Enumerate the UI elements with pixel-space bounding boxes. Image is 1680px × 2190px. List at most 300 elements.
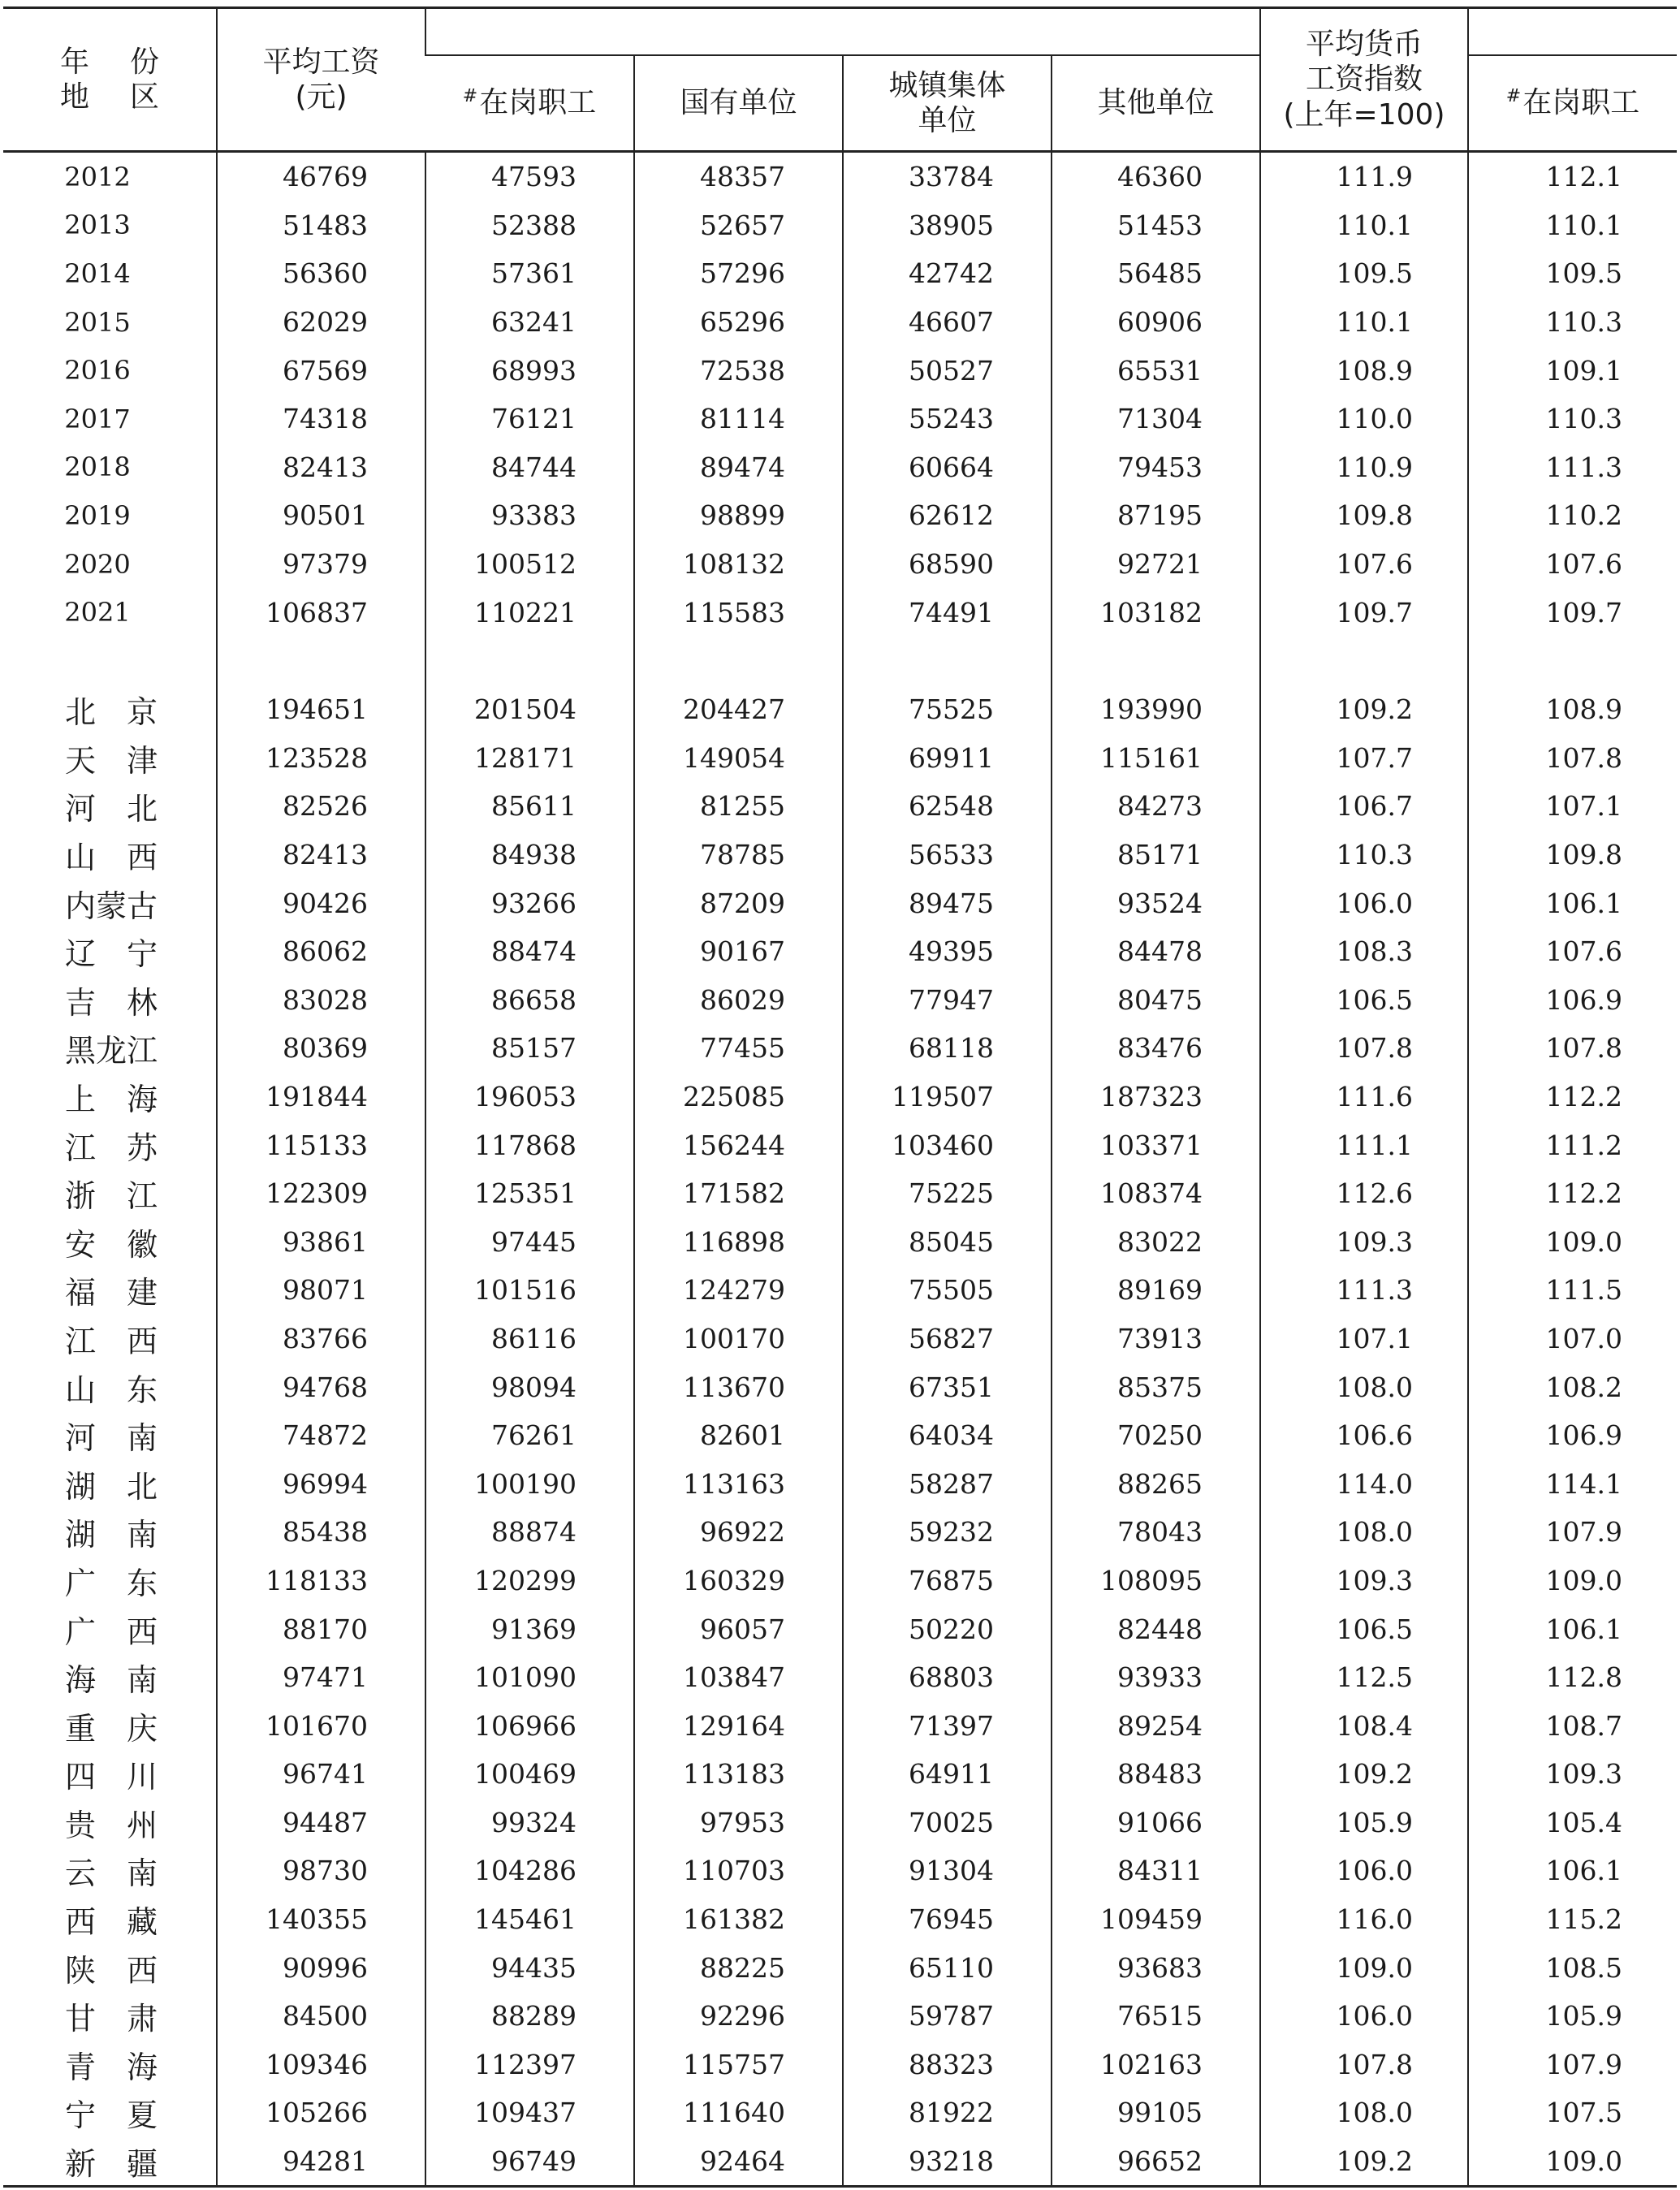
other-units-cell: 92721 xyxy=(1052,540,1260,589)
onpost-index-cell: 107.6 xyxy=(1468,540,1677,589)
onpost-index-cell: 107.5 xyxy=(1468,2088,1677,2137)
onpost-index-cell: 112.1 xyxy=(1468,152,1677,201)
urban-collective-cell: 62612 xyxy=(843,491,1052,540)
onpost-index-cell: 107.1 xyxy=(1468,782,1677,831)
onpost-wage-cell: 76261 xyxy=(425,1411,634,1460)
avg-wage-cell: 90996 xyxy=(217,1943,425,1992)
onpost-index-cell: 109.1 xyxy=(1468,346,1677,395)
wage-index-cell: 108.0 xyxy=(1260,1508,1468,1557)
onpost-index-cell: 105.9 xyxy=(1468,1992,1677,2041)
other-units-cell: 46360 xyxy=(1052,152,1260,201)
onpost-index-cell: 108.7 xyxy=(1468,1701,1677,1750)
region-label: 浙 江 xyxy=(65,1178,158,1215)
avg-wage-cell: 194651 xyxy=(217,685,425,734)
state-owned-cell: 92296 xyxy=(634,1992,843,2041)
region-row xyxy=(3,1847,1677,1895)
region-label: 西 藏 xyxy=(65,1904,158,1941)
other-units-cell: 89169 xyxy=(1052,1266,1260,1315)
urban-collective-cell: 75525 xyxy=(843,685,1052,734)
state-owned-cell: 161382 xyxy=(634,1895,843,1944)
region-row xyxy=(3,1895,1677,1944)
state-owned-cell: 108132 xyxy=(634,540,843,589)
onpost-wage-cell: 84938 xyxy=(425,831,634,879)
urban-collective-cell: 88323 xyxy=(843,2041,1052,2089)
region-label: 四 川 xyxy=(65,1759,158,1795)
state-owned-cell: 96057 xyxy=(634,1605,843,1653)
region-row xyxy=(3,1073,1677,1121)
region-label: 陕 西 xyxy=(65,1952,158,1989)
onpost-wage-cell: 96749 xyxy=(425,2137,634,2187)
state-owned-cell: 225085 xyxy=(634,1073,843,1121)
urban-collective-cell: 42742 xyxy=(843,249,1052,298)
avg-wage-breakdown-spacer xyxy=(425,8,1260,56)
wage-index-cell: 106.0 xyxy=(1260,1992,1468,2041)
wage-index-cell: 107.6 xyxy=(1260,540,1468,589)
urban-collective-cell: 38905 xyxy=(843,201,1052,250)
onpost-index-cell: 109.3 xyxy=(1468,1750,1677,1799)
wage-index-cell: 110.9 xyxy=(1260,443,1468,492)
state-owned-cell: 98899 xyxy=(634,491,843,540)
region-label: 湖 北 xyxy=(65,1468,158,1505)
onpost-wage-cell: 101516 xyxy=(425,1266,634,1315)
other-units-cell: 115161 xyxy=(1052,734,1260,783)
onpost-wage-cell: 100512 xyxy=(425,540,634,589)
urban-collective-cell: 33784 xyxy=(843,152,1052,201)
urban-collective-cell: 46607 xyxy=(843,298,1052,347)
avg-wage-cell: 86062 xyxy=(217,927,425,976)
wage-index-cell: 108.4 xyxy=(1260,1701,1468,1750)
section-gap-row xyxy=(3,637,1677,685)
region-label: 甘 肃 xyxy=(65,2001,158,2037)
state-owned-cell: 129164 xyxy=(634,1701,843,1750)
onpost-wage-cell: 52388 xyxy=(425,201,634,250)
wage-index-cell: 110.3 xyxy=(1260,831,1468,879)
avg-wage-header: 平均工资 (元) xyxy=(217,8,425,152)
onpost-wage-cell: 93266 xyxy=(425,879,634,927)
gap-cell xyxy=(1052,637,1260,685)
wage-index-cell: 116.0 xyxy=(1260,1895,1468,1944)
onpost-index-cell: 107.9 xyxy=(1468,2041,1677,2089)
onpost-index-cell: 112.2 xyxy=(1468,1169,1677,1218)
year-row xyxy=(3,395,1677,443)
onpost-wage-cell: 117868 xyxy=(425,1121,634,1169)
onpost-index-cell: 109.0 xyxy=(1468,1217,1677,1266)
region-row xyxy=(3,2137,1677,2187)
urban-collective-cell: 71397 xyxy=(843,1701,1052,1750)
region-row xyxy=(3,2088,1677,2137)
wage-index-cell: 109.2 xyxy=(1260,2137,1468,2187)
onpost-wage-cell: 128171 xyxy=(425,734,634,783)
urban-collective-cell: 59787 xyxy=(843,1992,1052,2041)
region-label: 青 海 xyxy=(65,2049,158,2085)
onpost-wage-cell: 85157 xyxy=(425,1024,634,1073)
onpost-wage-cell: 63241 xyxy=(425,298,634,347)
avg-wage-cell: 80369 xyxy=(217,1024,425,1073)
onpost-index-cell: 112.2 xyxy=(1468,1073,1677,1121)
onpost-index-cell: 111.5 xyxy=(1468,1266,1677,1315)
region-label: 黑龙江 xyxy=(65,1033,158,1069)
wage-index-cell: 109.2 xyxy=(1260,685,1468,734)
avg-wage-cell: 82413 xyxy=(217,831,425,879)
table-header xyxy=(3,8,1677,152)
wage-index-cell: 106.6 xyxy=(1260,1411,1468,1460)
wage-index-cell: 106.0 xyxy=(1260,1847,1468,1895)
urban-collective-cell: 75505 xyxy=(843,1266,1052,1315)
year-label: 2013 xyxy=(64,209,131,241)
region-label: 贵 州 xyxy=(65,1807,158,1843)
region-row xyxy=(3,927,1677,976)
state-owned-cell: 110703 xyxy=(634,1847,843,1895)
wage-index-cell: 109.8 xyxy=(1260,491,1468,540)
other-units-cell: 109459 xyxy=(1052,1895,1260,1944)
onpost-index-cell: 107.8 xyxy=(1468,734,1677,783)
other-units-cell: 89254 xyxy=(1052,1701,1260,1750)
state-owned-cell: 115583 xyxy=(634,588,843,637)
state-owned-cell: 103847 xyxy=(634,1653,843,1702)
urban-collective-cell: 50527 xyxy=(843,346,1052,395)
state-owned-cell: 149054 xyxy=(634,734,843,783)
avg-wage-cell: 105266 xyxy=(217,2088,425,2137)
state-owned-cell: 81114 xyxy=(634,395,843,443)
onpost-index-cell: 107.6 xyxy=(1468,927,1677,976)
other-units-cell: 85375 xyxy=(1052,1363,1260,1411)
avg-wage-cell: 97379 xyxy=(217,540,425,589)
other-units-cell: 84478 xyxy=(1052,927,1260,976)
onpost-index-cell: 110.3 xyxy=(1468,395,1677,443)
urban-collective-cell: 59232 xyxy=(843,1508,1052,1557)
region-row xyxy=(3,2041,1677,2089)
region-row xyxy=(3,1605,1677,1653)
gap-cell xyxy=(3,637,217,685)
state-owned-cell: 204427 xyxy=(634,685,843,734)
onpost-index-cell: 106.1 xyxy=(1468,879,1677,927)
avg-wage-cell: 56360 xyxy=(217,249,425,298)
other-units-cell: 83476 xyxy=(1052,1024,1260,1073)
wage-index-cell: 110.1 xyxy=(1260,298,1468,347)
urban-collective-cell: 65110 xyxy=(843,1943,1052,1992)
avg-wage-cell: 85438 xyxy=(217,1508,425,1557)
region-label: 江 苏 xyxy=(65,1130,158,1166)
other-units-cell: 103182 xyxy=(1052,588,1260,637)
onpost-wage-cell: 91369 xyxy=(425,1605,634,1653)
urban-collective-cell: 76875 xyxy=(843,1557,1052,1605)
other-units-cell: 87195 xyxy=(1052,491,1260,540)
region-label: 新 疆 xyxy=(3,2137,217,2187)
gap-cell xyxy=(843,637,1052,685)
urban-collective-cell: 69911 xyxy=(843,734,1052,783)
year-region-header: 年 份 地 区 xyxy=(60,45,159,114)
urban-collective-cell: 81922 xyxy=(843,2088,1052,2137)
other-units-cell: 78043 xyxy=(1052,1508,1260,1557)
state-owned-cell: 115757 xyxy=(634,2041,843,2089)
other-units-cell: 79453 xyxy=(1052,443,1260,492)
wage-index-cell: 112.6 xyxy=(1260,1169,1468,1218)
avg-wage-cell: 74872 xyxy=(217,1411,425,1460)
region-row xyxy=(3,1266,1677,1315)
onpost-index-cell: 114.1 xyxy=(1468,1459,1677,1508)
urban-collective-cell: 119507 xyxy=(843,1073,1052,1121)
urban-collective-cell: 55243 xyxy=(843,395,1052,443)
onpost-wage-cell: 93383 xyxy=(425,491,634,540)
region-row xyxy=(3,1992,1677,2041)
region-label: 河 北 xyxy=(65,791,158,827)
state-owned-header: 国有单位 xyxy=(634,55,843,152)
wage-index-cell: 108.3 xyxy=(1260,927,1468,976)
wage-index-cell: 114.0 xyxy=(1260,1459,1468,1508)
state-owned-cell: 124279 xyxy=(634,1266,843,1315)
urban-collective-cell: 77947 xyxy=(843,976,1052,1025)
wage-index-cell: 106.5 xyxy=(1260,976,1468,1025)
avg-wage-cell: 94487 xyxy=(217,1799,425,1847)
region-row xyxy=(3,976,1677,1025)
onpost-wage-cell: 99324 xyxy=(425,1799,634,1847)
year-label: 2020 xyxy=(64,548,131,580)
urban-collective-cell: 50220 xyxy=(843,1605,1052,1653)
urban-collective-header: 城镇集体 单位 xyxy=(843,55,1052,152)
state-owned-cell: 116898 xyxy=(634,1217,843,1266)
avg-wage-cell: 67569 xyxy=(217,346,425,395)
avg-wage-cell: 82526 xyxy=(217,782,425,831)
wage-index-cell: 111.1 xyxy=(1260,1121,1468,1169)
wage-index-cell: 106.5 xyxy=(1260,1605,1468,1653)
wage-index-cell: 109.5 xyxy=(1260,249,1468,298)
state-owned-cell: 89474 xyxy=(634,443,843,492)
other-units-cell: 85171 xyxy=(1052,831,1260,879)
year-label: 2021 xyxy=(64,597,131,628)
wage-index-cell: 108.9 xyxy=(1260,346,1468,395)
state-owned-cell: 160329 xyxy=(634,1557,843,1605)
region-label: 宁 夏 xyxy=(65,2097,158,2134)
onpost-index-cell: 106.9 xyxy=(1468,1411,1677,1460)
wage-index-cell: 109.7 xyxy=(1260,588,1468,637)
region-row xyxy=(3,1459,1677,1508)
year-label: 2017 xyxy=(64,403,131,434)
region-row xyxy=(3,1557,1677,1605)
urban-collective-cell: 68803 xyxy=(843,1653,1052,1702)
region-row xyxy=(3,879,1677,927)
other-units-cell: 51453 xyxy=(1052,201,1260,250)
region-row xyxy=(3,1750,1677,1799)
state-owned-cell: 113163 xyxy=(634,1459,843,1508)
gap-cell xyxy=(634,637,843,685)
onpost-wage-cell: 88474 xyxy=(425,927,634,976)
other-units-cell: 88265 xyxy=(1052,1459,1260,1508)
state-owned-cell: 77455 xyxy=(634,1024,843,1073)
wage-index-cell: 107.8 xyxy=(1260,2041,1468,2089)
onpost-index-cell: 111.3 xyxy=(1468,443,1677,492)
state-owned-cell: 111640 xyxy=(634,2088,843,2137)
state-owned-cell: 87209 xyxy=(634,879,843,927)
other-units-cell: 102163 xyxy=(1052,2041,1260,2089)
onpost-index-cell: 110.1 xyxy=(1468,201,1677,250)
onpost-wage-cell: 94435 xyxy=(425,1943,634,1992)
other-units-header: 其他单位 xyxy=(1052,55,1260,152)
region-label: 福 建 xyxy=(65,1275,158,1311)
other-units-cell: 108095 xyxy=(1052,1557,1260,1605)
urban-collective-cell: 70025 xyxy=(843,1799,1052,1847)
region-label: 上 海 xyxy=(65,1081,158,1117)
avg-wage-cell: 115133 xyxy=(217,1121,425,1169)
onpost-wage-cell: 47593 xyxy=(425,152,634,201)
onpost-workers-header: #在岗职工 xyxy=(425,55,634,152)
avg-wage-cell: 123528 xyxy=(217,734,425,783)
avg-wage-cell: 88170 xyxy=(217,1605,425,1653)
wage-index-cell: 107.7 xyxy=(1260,734,1468,783)
wage-index-cell: 112.5 xyxy=(1260,1653,1468,1702)
urban-collective-cell: 60664 xyxy=(843,443,1052,492)
region-row xyxy=(3,1701,1677,1750)
region-row xyxy=(3,1653,1677,1702)
state-owned-cell: 113670 xyxy=(634,1363,843,1411)
wage-index-cell: 111.3 xyxy=(1260,1266,1468,1315)
urban-collective-cell: 89475 xyxy=(843,879,1052,927)
urban-collective-cell: 103460 xyxy=(843,1121,1052,1169)
year-row xyxy=(3,443,1677,492)
other-units-cell: 93524 xyxy=(1052,879,1260,927)
urban-collective-cell: 75225 xyxy=(843,1169,1052,1218)
onpost-wage-cell: 86116 xyxy=(425,1315,634,1363)
region-label: 江 西 xyxy=(65,1323,158,1359)
year-row xyxy=(3,201,1677,250)
state-owned-cell: 88225 xyxy=(634,1943,843,1992)
region-label: 安 徽 xyxy=(65,1226,158,1263)
avg-wage-cell: 83028 xyxy=(217,976,425,1025)
other-units-cell: 80475 xyxy=(1052,976,1260,1025)
other-units-cell: 103371 xyxy=(1052,1121,1260,1169)
avg-wage-cell: 106837 xyxy=(217,588,425,637)
onpost-wage-cell: 196053 xyxy=(425,1073,634,1121)
year-label: 2018 xyxy=(64,451,131,483)
onpost-index-cell: 109.0 xyxy=(1468,1557,1677,1605)
onpost-wage-cell: 85611 xyxy=(425,782,634,831)
onpost-index-cell: 106.1 xyxy=(1468,1847,1677,1895)
wage-index-cell: 111.9 xyxy=(1260,152,1468,201)
other-units-cell: 99105 xyxy=(1052,2088,1260,2137)
other-units-cell: 56485 xyxy=(1052,249,1260,298)
wage-index-cell: 109.2 xyxy=(1260,1750,1468,1799)
wage-index-cell: 105.9 xyxy=(1260,1799,1468,1847)
onpost-wage-cell: 110221 xyxy=(425,588,634,637)
state-owned-cell: 78785 xyxy=(634,831,843,879)
onpost-wage-cell: 68993 xyxy=(425,346,634,395)
onpost-index-cell: 112.8 xyxy=(1468,1653,1677,1702)
state-owned-cell: 57296 xyxy=(634,249,843,298)
avg-wage-cell: 83766 xyxy=(217,1315,425,1363)
avg-wage-cell: 109346 xyxy=(217,2041,425,2089)
year-label: 2019 xyxy=(64,499,131,531)
onpost-index-cell: 107.0 xyxy=(1468,1315,1677,1363)
onpost-wage-cell: 120299 xyxy=(425,1557,634,1605)
state-owned-cell: 48357 xyxy=(634,152,843,201)
onpost-wage-cell: 112397 xyxy=(425,2041,634,2089)
avg-wage-cell: 122309 xyxy=(217,1169,425,1218)
avg-wage-cell: 96741 xyxy=(217,1750,425,1799)
other-units-cell: 73913 xyxy=(1052,1315,1260,1363)
year-row xyxy=(3,152,1677,201)
urban-collective-cell: 76945 xyxy=(843,1895,1052,1944)
urban-collective-cell: 67351 xyxy=(843,1363,1052,1411)
onpost-index-cell: 107.8 xyxy=(1468,1024,1677,1073)
wage-statistics-table xyxy=(3,6,1677,2188)
year-row xyxy=(3,588,1677,637)
onpost-index-cell: 110.3 xyxy=(1468,298,1677,347)
onpost-wage-cell: 100190 xyxy=(425,1459,634,1508)
state-owned-cell: 156244 xyxy=(634,1121,843,1169)
other-units-cell: 71304 xyxy=(1052,395,1260,443)
onpost-index-cell: 109.5 xyxy=(1468,249,1677,298)
region-row xyxy=(3,831,1677,879)
region-row xyxy=(3,1315,1677,1363)
state-owned-cell: 171582 xyxy=(634,1169,843,1218)
avg-wage-cell: 82413 xyxy=(217,443,425,492)
onpost-index-cell: 106.1 xyxy=(1468,1605,1677,1653)
onpost-index-cell: 111.2 xyxy=(1468,1121,1677,1169)
region-row xyxy=(3,782,1677,831)
year-label: 2014 xyxy=(64,257,131,289)
region-label: 北 京 xyxy=(65,694,158,731)
wage-index-cell: 111.6 xyxy=(1260,1073,1468,1121)
index-onpost-workers-header: #在岗职工 xyxy=(1468,55,1677,152)
other-units-cell: 193990 xyxy=(1052,685,1260,734)
region-row xyxy=(3,1943,1677,1992)
avg-wage-cell: 90426 xyxy=(217,879,425,927)
region-row xyxy=(3,1121,1677,1169)
onpost-wage-cell: 88874 xyxy=(425,1508,634,1557)
region-label: 辽 宁 xyxy=(65,936,158,973)
wage-index-header: 平均货币 工资指数 (上年=100) xyxy=(1260,8,1468,152)
avg-wage-cell: 46769 xyxy=(217,152,425,201)
urban-collective-cell: 91304 xyxy=(843,1847,1052,1895)
region-label: 内蒙古 xyxy=(65,888,158,924)
region-label: 重 庆 xyxy=(65,1710,158,1747)
avg-wage-cell: 96994 xyxy=(217,1459,425,1508)
onpost-index-cell: 110.2 xyxy=(1468,491,1677,540)
state-owned-cell: 82601 xyxy=(634,1411,843,1460)
onpost-wage-cell: 100469 xyxy=(425,1750,634,1799)
region-row xyxy=(3,1508,1677,1557)
year-row xyxy=(3,540,1677,589)
year-label: 2016 xyxy=(64,355,131,387)
other-units-cell: 93683 xyxy=(1052,1943,1260,1992)
other-units-cell: 76515 xyxy=(1052,1992,1260,2041)
avg-wage-cell: 74318 xyxy=(217,395,425,443)
wage-index-spacer xyxy=(1468,8,1677,56)
urban-collective-cell: 56533 xyxy=(843,831,1052,879)
region-row xyxy=(3,1411,1677,1460)
avg-wage-cell: 101670 xyxy=(217,1701,425,1750)
urban-collective-cell: 56827 xyxy=(843,1315,1052,1363)
avg-wage-cell: 90501 xyxy=(217,491,425,540)
onpost-index-cell: 105.4 xyxy=(1468,1799,1677,1847)
urban-collective-cell: 49395 xyxy=(843,927,1052,976)
state-owned-cell: 97953 xyxy=(634,1799,843,1847)
region-label: 湖 南 xyxy=(65,1517,158,1553)
onpost-wage-cell: 125351 xyxy=(425,1169,634,1218)
urban-collective-cell: 64911 xyxy=(843,1750,1052,1799)
urban-collective-cell: 68590 xyxy=(843,540,1052,589)
state-owned-cell: 52657 xyxy=(634,201,843,250)
wage-index-cell: 109.3 xyxy=(1260,1557,1468,1605)
state-owned-cell: 86029 xyxy=(634,976,843,1025)
onpost-wage-cell: 86658 xyxy=(425,976,634,1025)
onpost-wage-cell: 109437 xyxy=(425,2088,634,2137)
wage-index-cell: 106.7 xyxy=(1260,782,1468,831)
region-row xyxy=(3,1363,1677,1411)
other-units-cell: 84311 xyxy=(1052,1847,1260,1895)
region-label: 天 津 xyxy=(65,742,158,779)
other-units-cell: 88483 xyxy=(1052,1750,1260,1799)
other-units-cell: 70250 xyxy=(1052,1411,1260,1460)
